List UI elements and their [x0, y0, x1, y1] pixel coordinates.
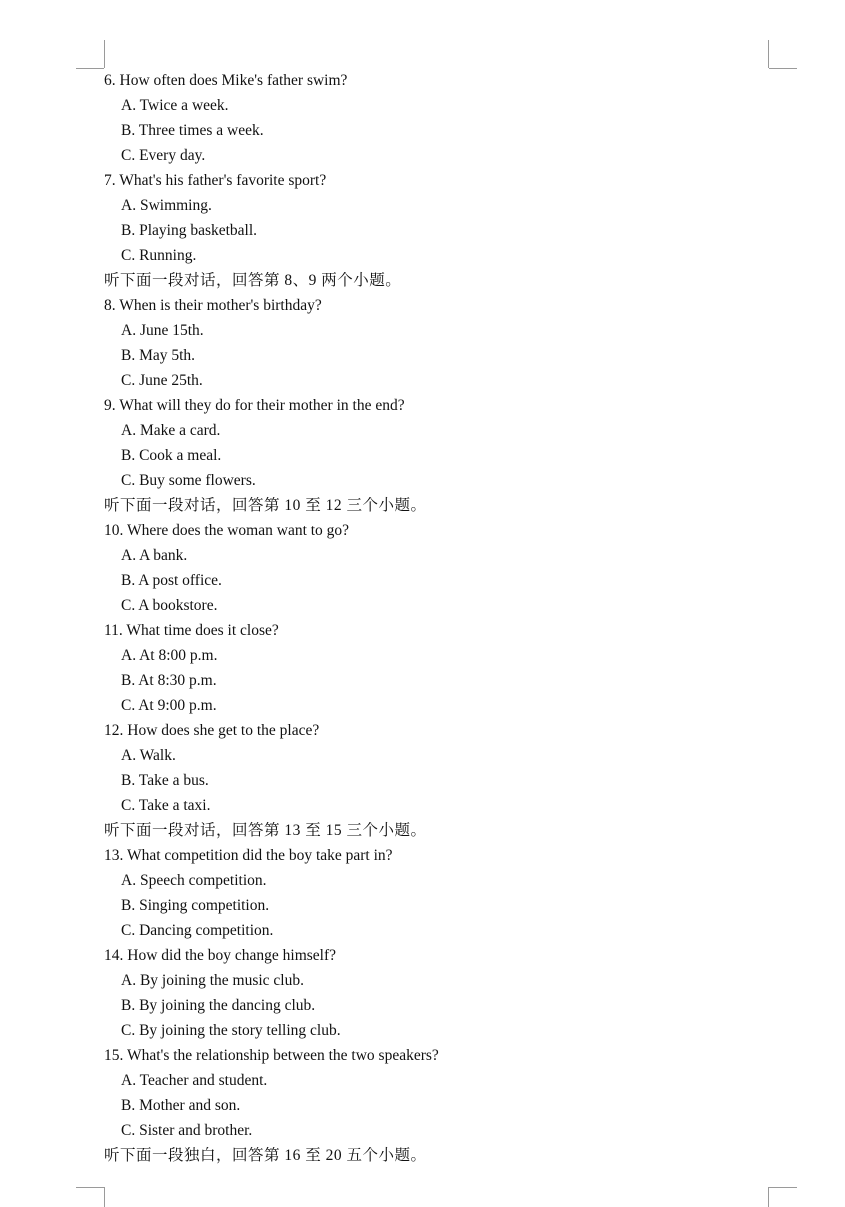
answer-option: A. Swimming.	[121, 197, 212, 214]
answer-option: C. Sister and brother.	[121, 1122, 253, 1139]
answer-option: C. A bookstore.	[121, 597, 218, 614]
answer-option: A. Twice a week.	[121, 97, 229, 114]
answer-option: A. Walk.	[121, 747, 176, 764]
question-text: 6. How often does Mike's father swim?	[104, 72, 348, 89]
answer-option: C. Dancing competition.	[121, 922, 274, 939]
answer-option: C. Every day.	[121, 147, 206, 164]
section-instruction: 听下面一段对话，回答第 13 至 15 三个小题。	[104, 822, 427, 839]
document-body	[104, 68, 784, 1168]
section-instruction: 听下面一段对话，回答第 8、9 两个小题。	[104, 272, 402, 289]
answer-option: B. By joining the dancing club.	[121, 997, 316, 1014]
question-text: 9. What will they do for their mother in the end?	[104, 397, 405, 414]
question-text: 15. What's the relationship between the two speakers?	[104, 1047, 439, 1064]
crop-mark-top-left-horizontal	[76, 68, 104, 69]
answer-option: A. Speech competition.	[121, 872, 267, 889]
answer-option: C. June 25th.	[121, 372, 203, 389]
answer-option: C. Running.	[121, 247, 197, 264]
crop-mark-bottom-left-vertical	[104, 1187, 105, 1207]
crop-mark-bottom-right-horizontal	[769, 1187, 797, 1188]
question-text: 8. When is their mother's birthday?	[104, 297, 322, 314]
answer-option: B. Cook a meal.	[121, 447, 222, 464]
section-instruction: 听下面一段对话，回答第 10 至 12 三个小题。	[104, 497, 427, 514]
answer-option: B. Take a bus.	[121, 772, 209, 789]
crop-mark-top-left-vertical	[104, 40, 105, 68]
answer-option: B. Singing competition.	[121, 897, 270, 914]
answer-option: C. Buy some flowers.	[121, 472, 256, 489]
answer-option: A. A bank.	[121, 547, 188, 564]
answer-option: B. At 8:30 p.m.	[121, 672, 217, 689]
section-instruction: 听下面一段独白，回答第 16 至 20 五个小题。	[104, 1147, 427, 1164]
answer-option: A. June 15th.	[121, 322, 204, 339]
answer-option: C. Take a taxi.	[121, 797, 211, 814]
crop-mark-bottom-left-horizontal	[76, 1187, 104, 1188]
question-text: 14. How did the boy change himself?	[104, 947, 337, 964]
answer-option: B. Mother and son.	[121, 1097, 241, 1114]
answer-option: B. A post office.	[121, 572, 222, 589]
answer-option: C. At 9:00 p.m.	[121, 697, 217, 714]
answer-option: A. By joining the music club.	[121, 972, 304, 989]
crop-mark-bottom-right-vertical	[768, 1187, 769, 1207]
answer-option: B. May 5th.	[121, 347, 196, 364]
question-text: 13. What competition did the boy take part in?	[104, 847, 393, 864]
answer-option: B. Three times a week.	[121, 122, 264, 139]
question-text: 12. How does she get to the place?	[104, 722, 320, 739]
answer-option: B. Playing basketball.	[121, 222, 258, 239]
answer-option: A. At 8:00 p.m.	[121, 647, 218, 664]
question-text: 10. Where does the woman want to go?	[104, 522, 350, 539]
crop-mark-top-right-vertical	[768, 40, 769, 68]
question-text: 7. What's his father's favorite sport?	[104, 172, 327, 189]
answer-option: A. Teacher and student.	[121, 1072, 268, 1089]
question-text: 11. What time does it close?	[104, 622, 279, 639]
answer-option: C. By joining the story telling club.	[121, 1022, 341, 1039]
answer-option: A. Make a card.	[121, 422, 221, 439]
